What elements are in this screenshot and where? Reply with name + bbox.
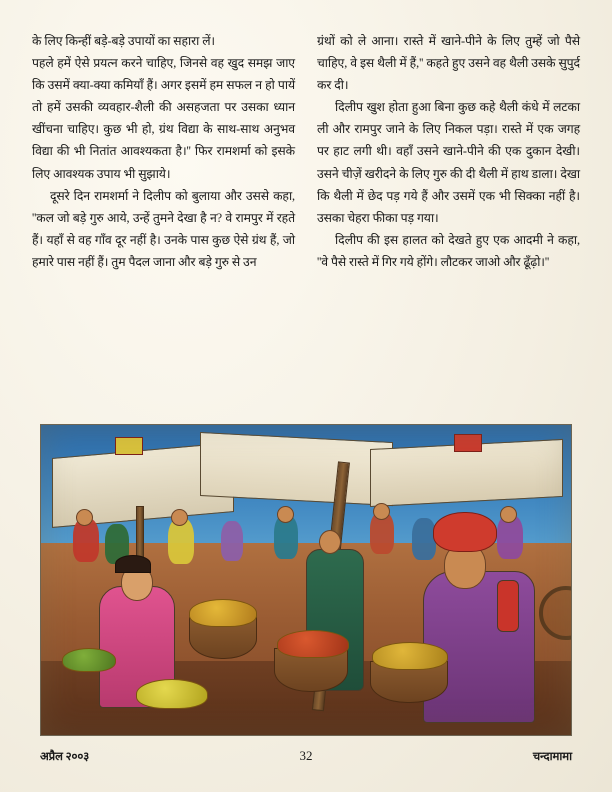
- fruit-pile: [372, 642, 448, 670]
- boy-shoulder-bag: [497, 580, 519, 632]
- paragraph: के लिए किन्हीं बड़े-बड़े उपायों का सहारा लें।: [32, 34, 215, 48]
- page-content: [32, 30, 580, 762]
- crowd-head: [277, 506, 294, 523]
- page-number: 32: [299, 748, 313, 763]
- tent-canopy-middle: [200, 432, 393, 506]
- banana-pile: [136, 679, 208, 709]
- woman-pink-hair: [115, 555, 151, 573]
- flag-right: [454, 434, 482, 452]
- crowd-figure: [412, 518, 436, 560]
- right-text-column: [317, 30, 580, 385]
- illustration-canvas: [41, 425, 571, 735]
- paragraph: दूसरे दिन रामशर्मा ने दिलीप को बुलाया और उससे कहा, ''कल जो बड़े गुरु आये, उन्हें तुमने देखा है न? वे रामपुर में रहते हैं। यहाँ से वह गाँव दूर नहीं है। उनके पास कुछ ऐसे ग्रंथ हैं, जो हमारे पास नहीं हैं। तुम पैदल जाना और बड़े गुरु से उन: [32, 188, 295, 269]
- paragraph: दिलीप खुश होता हुआ बिना कुछ कहे थैली कंधे में लटका ली और रामपुर जाने के लिए निकल पड़ा। रास्ते में एक जगह पर हाट लगी थी। वहाँ उसने खाने-पीने की एक दुकान देखी। उसने चीज़ें खरीदने के लिए गुरु की दी थैली में हाथ डाला। देखा कि थैली में छेद पड़ गये हैं और उसमें एक भी सिक्का नहीं है। उसका चेहरा फीका पड़ गया।: [317, 100, 580, 225]
- crowd-head: [500, 506, 517, 523]
- fruit-pile: [189, 599, 257, 627]
- crowd-head: [171, 509, 188, 526]
- text-columns: [32, 30, 580, 385]
- vegetable-pile: [62, 648, 116, 672]
- footer-issue-date: अप्रैल २००३: [40, 750, 90, 763]
- crowd-head: [76, 509, 93, 526]
- market-scene-illustration: [40, 424, 572, 736]
- paragraph: दिलीप की इस हालत को देखते हुए एक आदमी ने कहा, ''वे पैसे रास्ते में गिर गये होंगे। लौटकर जाओ और ढूँढ़ो।'': [317, 232, 580, 269]
- left-text-column: [32, 30, 295, 385]
- crowd-head: [373, 503, 390, 520]
- footer-magazine-title: चन्दामामा: [532, 750, 572, 763]
- fruit-pile: [277, 630, 349, 658]
- flag-left: [115, 437, 143, 455]
- crowd-figure: [221, 521, 243, 561]
- paragraph: पहले हमें ऐसे प्रयत्न करने चाहिए, जिनसे वह खुद समझ जाए कि उसमें क्या-क्या कमियाँ हैं। अगर इसमें हम सफल न हो पायें तो हमें उसकी व्यवहार-शैली की असहजता पर उसका ध्यान खींचना चाहिए। कुछ भी हो, ग्रंथ विद्या के साथ-साथ अनुभव विद्या की भी नितांत आवश्यकता है।'' फिर रामशर्मा को इसके लिए आवश्यक उपाय भी सुझाये।: [32, 56, 295, 181]
- paragraph: ग्रंथों को ले आना। रास्ते में खाने-पीने के लिए तुम्हें जो पैसे चाहिए, वे इस थैली में हैं,'' कहते हुए उसने वह थैली उसके सुपुर्द कर दी।: [317, 34, 580, 93]
- page-footer: [40, 746, 572, 766]
- boy-red-turban: [433, 512, 497, 552]
